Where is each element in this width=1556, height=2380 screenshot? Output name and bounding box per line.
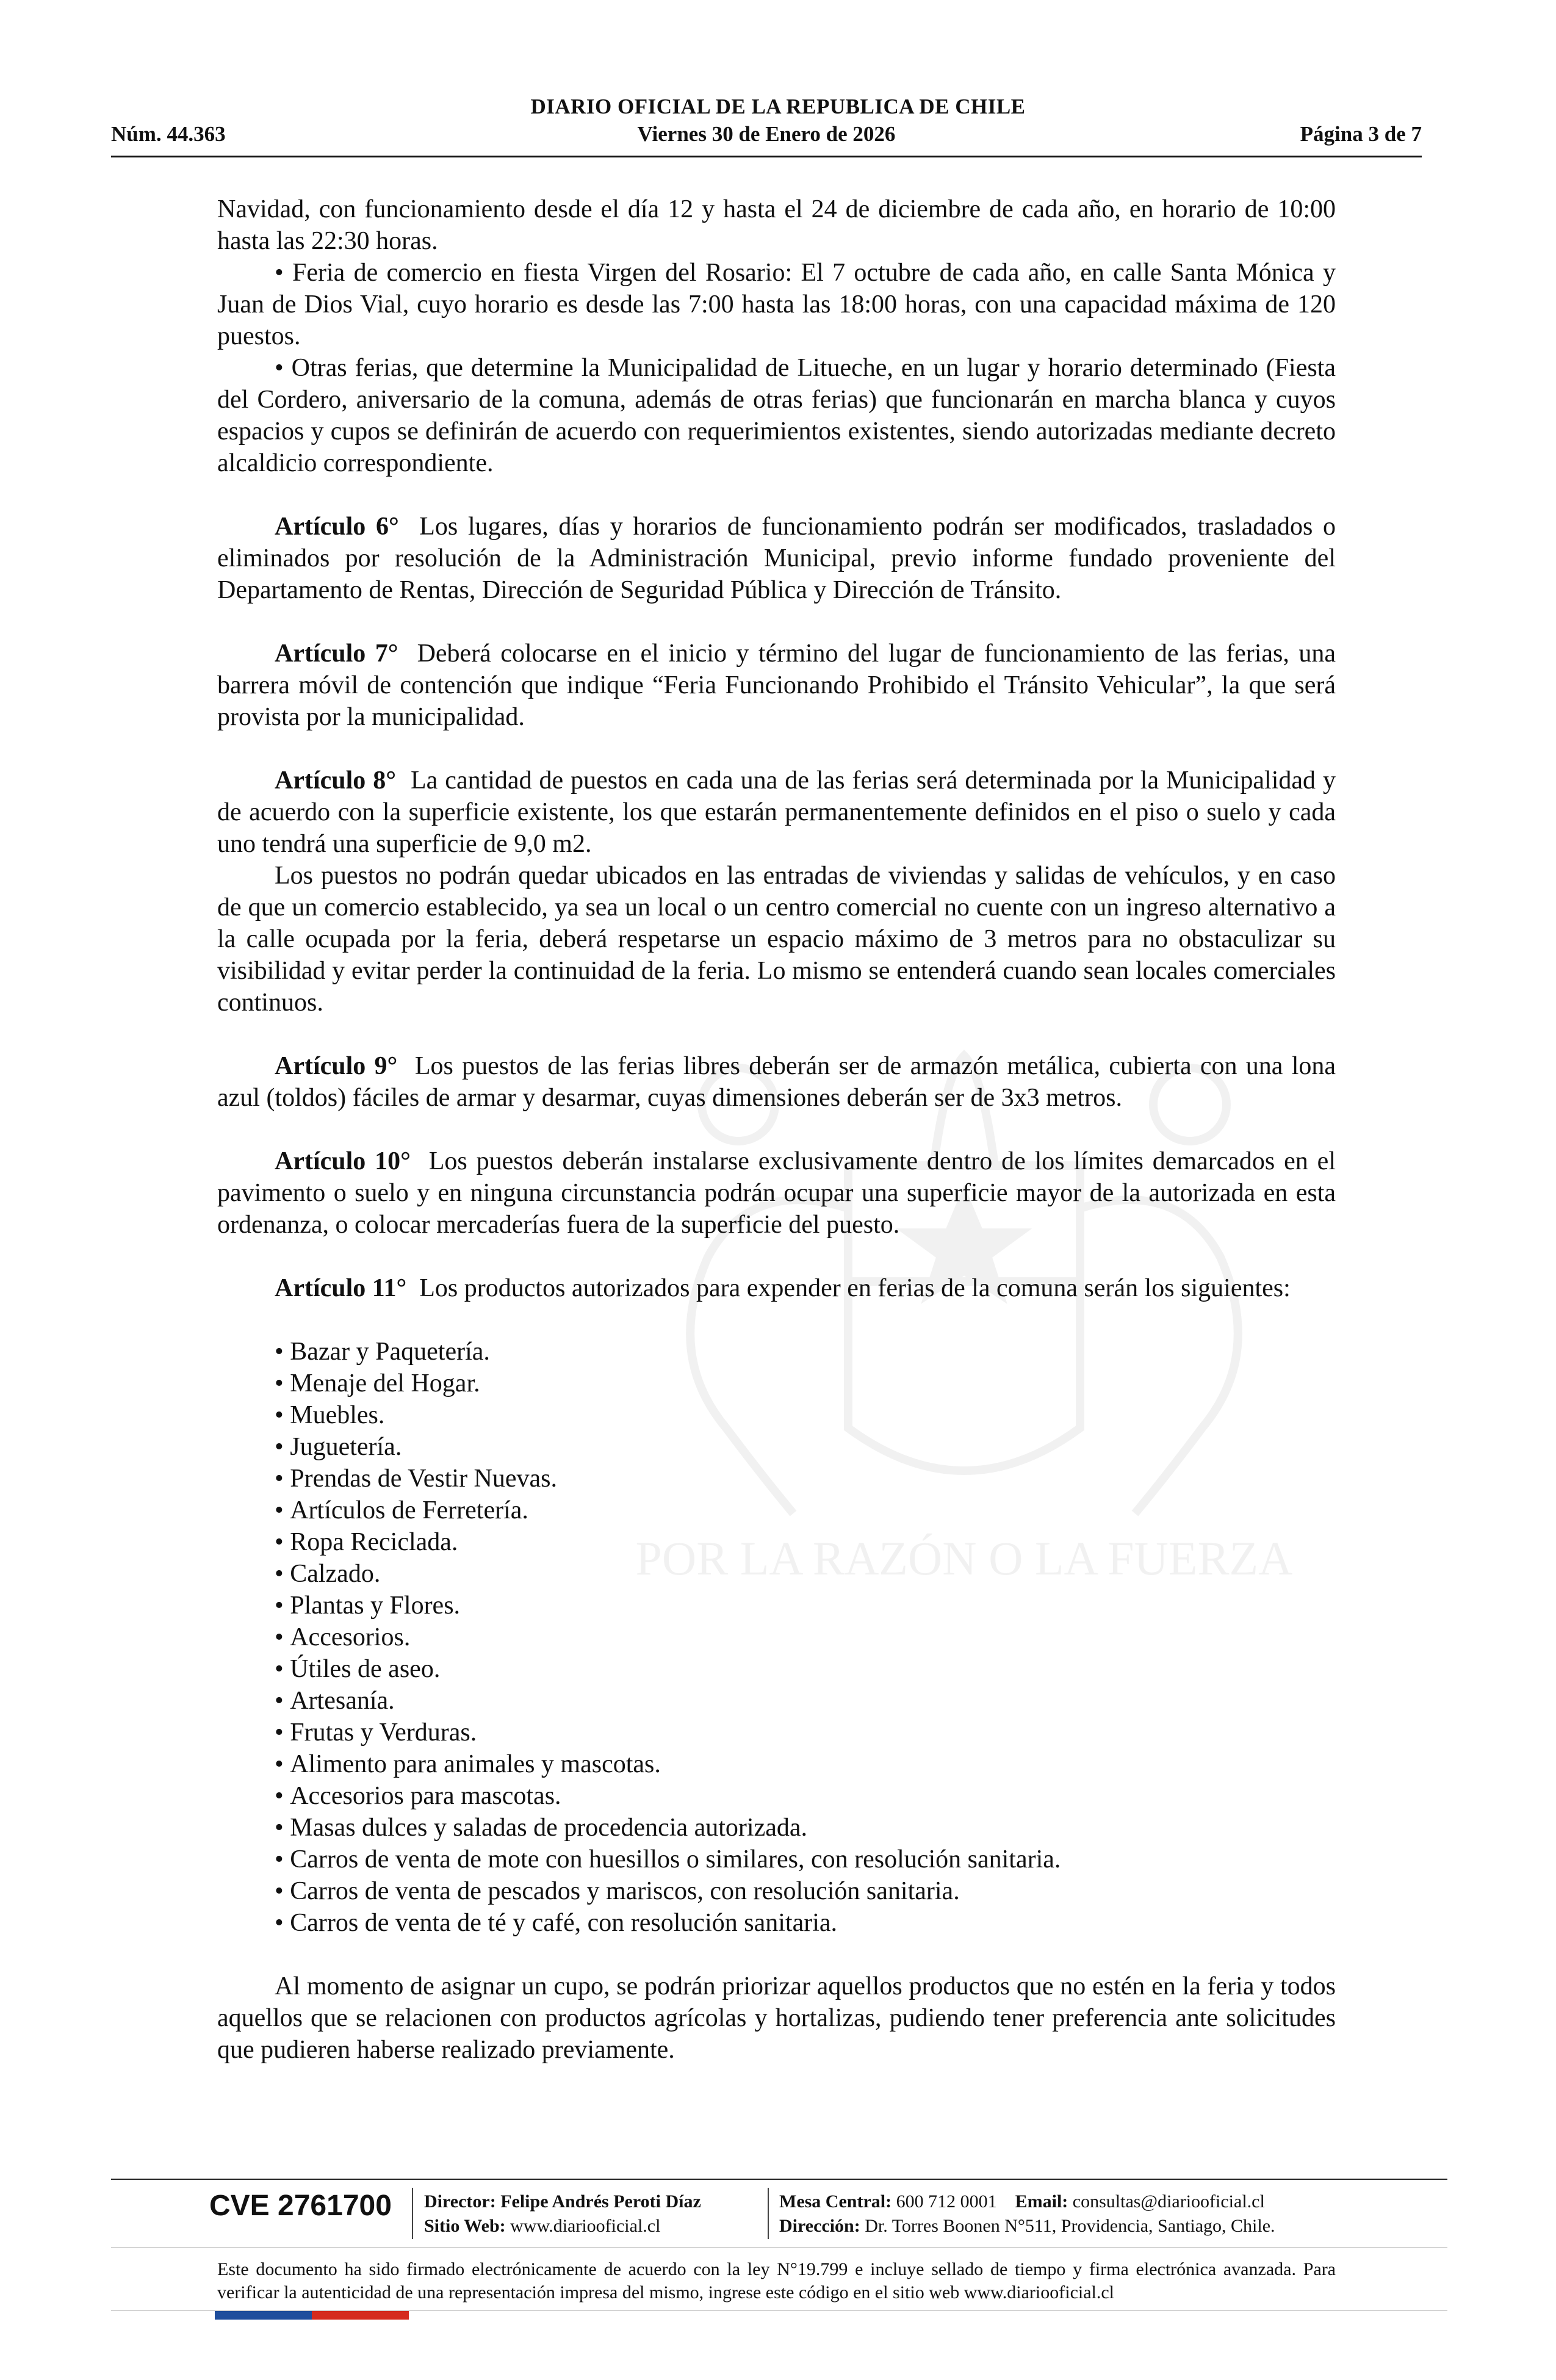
list-item: • Accesorios. <box>275 1621 1336 1653</box>
list-item: • Masas dulces y saladas de procedencia autorizada. <box>275 1812 1336 1844</box>
phone-number: 600 712 0001 <box>896 2191 997 2212</box>
list-item: • Frutas y Verduras. <box>275 1717 1336 1748</box>
article-11 <box>217 1272 1336 1304</box>
article-6 <box>217 511 1336 606</box>
list-item: • Calzado. <box>275 1558 1336 1590</box>
footer-contact-block <box>779 2190 1275 2238</box>
list-item: • Juguetería. <box>275 1431 1336 1463</box>
list-item: • Artículos de Ferretería. <box>275 1495 1336 1526</box>
header-divider <box>111 156 1422 157</box>
web-label: Sitio Web: <box>424 2216 506 2236</box>
flag-stripe-blue <box>215 2311 312 2320</box>
cve-code: CVE 2761700 <box>209 2190 392 2222</box>
closing-paragraph: Al momento de asignar un cupo, se podrán priorizar aquellos productos que no estén en la feria y todos aquellos que se relacionen con productos agrícolas y hortalizas, pudiendo tener preferencia ante solicitudes que pudieren haberse realizado previamente. <box>217 1972 1336 2064</box>
article-heading: Artículo 9° <box>275 1052 398 1080</box>
phone-label: Mesa Central: <box>779 2191 892 2212</box>
paragraph: Navidad, con funcionamiento desde el día 12 y hasta el 24 de diciembre de cada año, en horario de 10:00 hasta las 22:30 horas. <box>217 195 1336 255</box>
newspaper-title: DIARIO OFICIAL DE LA REPUBLICA DE CHILE <box>530 95 1026 118</box>
article-7 <box>217 638 1336 733</box>
article-10 <box>217 1145 1336 1241</box>
issue-number: Núm. 44.363 <box>111 122 226 146</box>
list-item: • Accesorios para mascotas. <box>275 1780 1336 1812</box>
article-heading: Artículo 11° <box>275 1274 407 1302</box>
footer-separator <box>412 2188 413 2239</box>
paragraph: • Otras ferias, que determine la Municipalidad de Litueche, en un lugar y horario determinado (Fiesta del Cordero, aniversario de la comuna, además de otras ferias) que funcionarán en marcha blanca y cuyos espacios y cupos se definirán de acuerdo con requerimientos existentes, siendo autorizadas mediante decreto alcaldicio correspondiente. <box>217 354 1336 477</box>
page-header <box>111 122 1422 149</box>
list-item: • Artesanía. <box>275 1685 1336 1717</box>
article-text: Los puestos deberán instalarse exclusivamente dentro de los límites demarcados en el pavimento o suelo y en ninguna circunstancia podrán ocupar una superficie mayor de la autorizada en esta ordenanza, o colocar mercaderías fuera de la superficie del puesto. <box>217 1147 1336 1239</box>
paragraph: Los puestos no podrán quedar ubicados en las entradas de viviendas y salidas de vehículos, y en caso de que un comercio establecido, ya sea un local o un centro comercial no cuente con un ingreso alternativo a la calle ocupada por la feria, deberá respetarse un espacio máximo de 3 metros para no obstaculizar su visibilidad y evitar perder la continuidad de la feria. Lo mismo se entenderá cuando sean locales comerciales continuos. <box>217 862 1336 1017</box>
article-text: Los productos autorizados para expender en ferias de la comuna serán los siguientes: <box>419 1274 1291 1302</box>
article-9 <box>217 1050 1336 1114</box>
list-item: • Alimento para animales y mascotas. <box>275 1748 1336 1780</box>
footer-director-block <box>424 2190 701 2238</box>
web-link[interactable]: www.diariooficial.cl <box>510 2216 661 2236</box>
director-label: Director: <box>424 2191 496 2212</box>
page-number: Página 3 de 7 <box>1300 122 1422 146</box>
address-label: Dirección: <box>779 2216 860 2236</box>
address-value: Dr. Torres Boonen N°511, Providencia, Santiago, Chile. <box>865 2216 1275 2236</box>
director-name: Felipe Andrés Peroti Díaz <box>500 2191 701 2212</box>
article-text: Los lugares, días y horarios de funcionamiento podrán ser modificados, trasladados o eliminados por resolución de la Administración Municipal, previo informe fundado proveniente del Departamento de Rentas, Dirección de Seguridad Pública y Dirección de Tránsito. <box>217 513 1336 604</box>
article-heading: Artículo 10° <box>275 1147 411 1175</box>
list-item: • Ropa Reciclada. <box>275 1526 1336 1558</box>
document-body <box>217 193 1336 2066</box>
article-text: Los puestos de las ferias libres deberán ser de armazón metálica, cubierta con una lona azul (toldos) fáciles de armar y desarmar, cuyas dimensiones deberán ser de 3x3 metros. <box>217 1052 1336 1112</box>
list-item: • Muebles. <box>275 1399 1336 1431</box>
list-item: • Útiles de aseo. <box>275 1653 1336 1685</box>
flag-stripe-red <box>312 2311 409 2320</box>
footer-separator <box>768 2188 769 2239</box>
email-label: Email: <box>1015 2191 1068 2212</box>
article-text: Deberá colocarse en el inicio y término del lugar de funcionamiento de las ferias, una barrera móvil de contención que indique “Feria Funcionando Prohibido el Tránsito Vehicular”, la que será provista por la municipalidad. <box>217 640 1336 731</box>
watermark-motto: POR LA RAZÓN O LA FUERZA <box>635 1532 1293 1585</box>
flag-stripe <box>215 2311 409 2320</box>
list-item: • Bazar y Paquetería. <box>275 1336 1336 1368</box>
list-item: • Carros de venta de té y café, con resolución sanitaria. <box>275 1907 1336 1939</box>
issue-date: Viernes 30 de Enero de 2026 <box>637 122 896 146</box>
list-item: • Plantas y Flores. <box>275 1590 1336 1621</box>
email-link[interactable]: consultas@diariooficial.cl <box>1072 2191 1265 2212</box>
article-text: La cantidad de puestos en cada una de las ferias será determinada por la Municipalidad y de acuerdo con la superficie existente, los que estarán permanentemente definidos en el piso o suelo y cada uno tendrá una superficie de 9,0 m2. <box>217 766 1336 858</box>
product-list <box>217 1336 1336 1939</box>
legal-notice: Este documento ha sido firmado electrónicamente de acuerdo con la ley N°19.799 e incluye sellado de tiempo y firma electrónica avanzada. Para verificar la autenticidad de una representación impresa del mismo, ingrese este código en el sitio web www.diariooficial.cl <box>217 2259 1336 2302</box>
list-item: • Prendas de Vestir Nuevas. <box>275 1463 1336 1495</box>
paragraph: • Feria de comercio en fiesta Virgen del Rosario: El 7 octubre de cada año, en calle Santa Mónica y Juan de Dios Vial, cuyo horario es desde las 7:00 hasta las 18:00 horas, con una capacidad máxima de 120 puestos. <box>217 259 1336 350</box>
article-heading: Artículo 7° <box>275 640 398 668</box>
list-item: • Menaje del Hogar. <box>275 1368 1336 1399</box>
article-8 <box>217 765 1336 860</box>
list-item: • Carros de venta de pescados y mariscos, con resolución sanitaria. <box>275 1875 1336 1907</box>
footer-top-divider <box>111 2179 1447 2180</box>
article-heading: Artículo 8° <box>275 766 397 795</box>
list-item: • Carros de venta de mote con huesillos o similares, con resolución sanitaria. <box>275 1844 1336 1875</box>
article-heading: Artículo 6° <box>275 513 399 541</box>
